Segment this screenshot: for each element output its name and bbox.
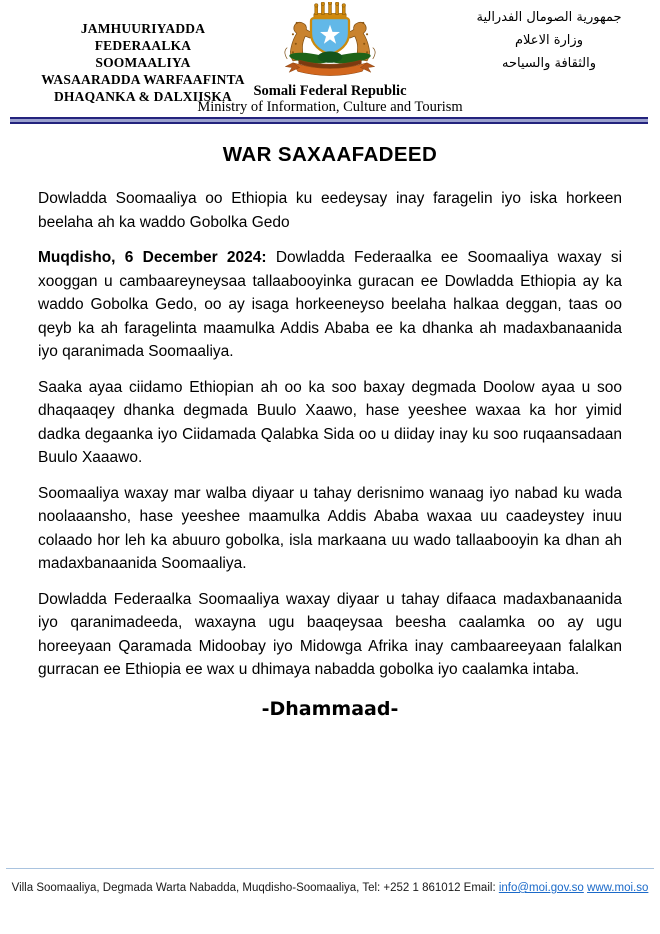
paragraph-position: Soomaaliya waxay mar walba diyaar u tahay derisnimo wanaag iyo nabad ku wada noolaaansho, hase yeeshee maamulka Addis Ababa waxaa uu caadeystey inuu colaado hor leh ka abuuro gobolka, isla markaana uu wado tallaabooyin ka dhan ah madaxbanaanida Soomaaliya.: [38, 484, 622, 572]
crest-column: [0, 0, 660, 116]
letterhead: [0, 0, 660, 126]
footer-address: Villa Soomaaliya, Degmada Warta Nabadda, Muqdisho-Soomaaliya, Tel: +252 1 861012 Email:: [11, 882, 496, 894]
email-link[interactable]: info@moi.gov.so: [498, 882, 584, 894]
press-release-title: WAR SAXAAFADEED: [222, 143, 438, 166]
footer-contact-line: [0, 881, 660, 896]
dateline-lead: Muqdisho, 6 December 2024:: [38, 249, 267, 266]
arabic-line: والثقافة والسياحه: [502, 56, 596, 71]
header-divider: [10, 117, 648, 124]
paragraph-dateline: Muqdisho, 6 December 2024: Dowladda Federaalka ee Soomaaliya waxay si xooggan u cambaareyneysaa tallaabooyinka guracan ee Dowladda Ethiopia ay ka waddo Gobolka Gedo, oo ay isaga horkeeneyso beelaha halkaa deggan, taas oo qeyb ka ah faragelinta maamulka Addis Ababa ee ka dhanka ah madaxbanaanida iyo qaranimada Soomaaliya.: [38, 249, 623, 360]
closing-mark: -Dhammaad-: [261, 697, 399, 720]
arabic-line: جمهورية الصومال الفدرالية: [476, 10, 622, 25]
org-line: WASAARADDA WARFAAFINTA: [41, 72, 245, 87]
website-link[interactable]: www.moi.so: [587, 882, 649, 894]
somali-coat-of-arms-icon: [277, 2, 383, 78]
org-line: SOOMAALIYA: [95, 55, 191, 70]
arabic-line: وزارة الاعلام: [515, 33, 583, 48]
paragraph-incident: Saaka ayaa ciidamo Ethiopian ah oo ka soo baxay degmada Doolow ayaa u soo dhaqaaqey dhanka degmada Buulo Xaawo, hase yeeshee waxaa ka hor yimid dadka degaanka iyo Ciidamada Qalabka Sida oo u diiday inay ku soo ruqaansadaan Buulo Xaaawo.: [38, 378, 622, 466]
footer-divider: [6, 868, 654, 869]
paragraph-appeal: Dowladda Federaalka Soomaaliya waxay diyaar u tahay difaaca madaxbanaanida iyo qaranimadeeda, waxayna ugu baaqeysaa beesha caalamka oo ay ugu horeeyaan Qaramada Midoobay iyo Midowga Afrika inay cambaareeyaan falalkan gurracan ee Ethiopia ee wax u dhimaya nabadda gobolka iyo caalamka intaba.: [38, 590, 622, 678]
english-subtitle: Ministry of Information, Culture and Tourism: [197, 99, 463, 115]
org-line: DHAQANKA & DALXIISKA: [53, 89, 233, 104]
org-line: JAMHUURIYADDA FEDERAALKA: [80, 21, 206, 53]
letterhead-footer: [0, 868, 660, 934]
paragraph-intro: Dowladda Soomaaliya oo Ethiopia ku eedeysay inay faragelin iyo iska horkeen beelaha ah ka waddo Gobolka Gedo: [38, 190, 622, 231]
english-title: Somali Federal Republic: [253, 83, 407, 99]
press-release-body: [38, 187, 622, 722]
